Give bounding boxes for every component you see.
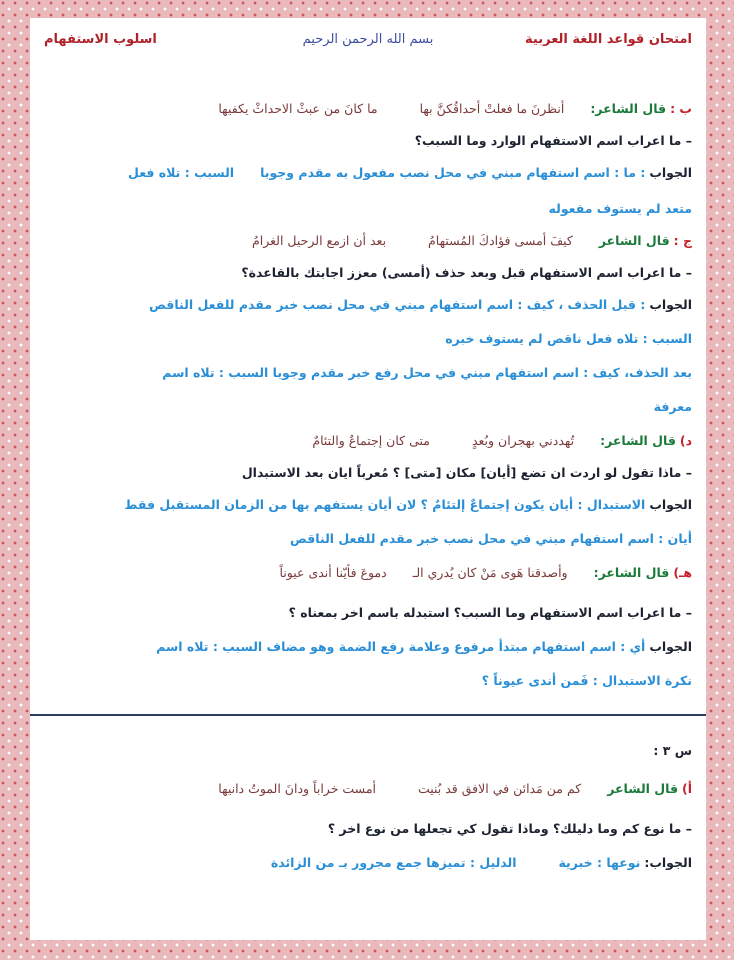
q3-answer-proof: الدليل : تميزها جمع مجرور بـ من الزائدة <box>270 855 517 870</box>
j-verse-second: بعد أن ازمع الرحيل الغرامُ <box>252 233 387 248</box>
q3-question: – ما نوع كم وما دليلك؟ وماذا تقول كي تجعلها من نوع اخر ؟ <box>327 821 692 836</box>
d-answer-text: الاستبدال : أيان يكون إجتماعٌ إلتئامٌ ؟ لان أيان يستفهم بها من الزمان المستقبل فقط <box>124 497 646 512</box>
section-divider <box>30 714 706 716</box>
topic-title: اسلوب الاستفهام <box>44 32 157 47</box>
b-answer-line2: متعد لم يستوف مفعوله <box>548 201 692 216</box>
d-answer-line1 <box>44 496 692 514</box>
h-answer-label: الجواب <box>649 639 692 654</box>
h-marker: هـ) <box>673 565 692 580</box>
h-answer-text: أي : اسم استفهام مبتدأ مرفوع وعلامة رفع الضمة وهو مضاف السبب : تلاه اسم <box>156 639 646 654</box>
q3-title: س ٣ : <box>653 743 692 758</box>
q3-marker: أ) <box>682 781 692 796</box>
q3-verse-second: أمست خراباً ودانَ الموتُ دانيها <box>218 781 376 796</box>
b-question: – ما اعراب اسم الاستفهام الوارد وما السبب؟ <box>414 133 692 148</box>
d-verse-line <box>44 432 692 450</box>
q3-poet-label: قال الشاعر <box>607 781 679 796</box>
q3-verse-line <box>44 780 692 798</box>
h-verse-second: دموعَ فأيّنا أندى عيوناً <box>279 565 387 580</box>
h-answer-line1 <box>44 638 692 656</box>
q3-answer-line <box>44 854 692 872</box>
j-answer-line3: بعد الحذف، كيف : اسم استفهام مبني في محل رفع خبر مقدم وجوبا السبب : تلاه اسم <box>162 365 692 380</box>
j-answer-line2: السبب : تلاه فعل ناقص لم يستوف خبره <box>445 331 692 346</box>
b-answer-cause: السبب : تلاه فعل <box>128 165 235 180</box>
d-question: – ماذا تقول لو اردت ان تضع [أيان] مكان [متى] ؟ مُعرباً ايان بعد الاستبدال <box>241 465 692 480</box>
exam-title: امتحان قواعد اللغة العربية <box>525 32 692 47</box>
b-verse-second: ما كانَ من عبثْ الاحداثْ يكفيها <box>218 101 378 116</box>
j-answer-label: الجواب <box>649 297 692 312</box>
b-marker: ب : <box>670 101 692 116</box>
j-verse-first: كيفَ أمسى فؤادكَ المُستهامُ <box>428 233 573 248</box>
q3-verse-first: كم من مَدائن في الافق قد بُنيت <box>417 781 582 796</box>
exam-sheet <box>30 18 706 940</box>
q3-answer-label: الجواب: <box>644 855 692 870</box>
b-poet-label: قال الشاعر: <box>590 101 667 116</box>
d-poet-label: قال الشاعر: <box>600 433 676 448</box>
h-poet-label: قال الشاعر: <box>593 565 670 580</box>
header <box>44 32 692 58</box>
d-verse-second: متى كان إجتماعٌ والتئامٌ <box>312 433 430 448</box>
d-answer-label: الجواب <box>649 497 692 512</box>
j-answer-text: : قبل الحذف ، كيف : اسم استفهام مبني في محل نصب خبر مقدم للفعل الناقص <box>149 297 646 312</box>
q3-answer-type: نوعها : خبرية <box>558 855 641 870</box>
d-answer-line2: أيان : اسم استفهام مبني في محل نصب خبر مقدم للفعل الناقص <box>290 531 692 546</box>
h-verse-first: وأصدقنا هَوى مَنْ كان يُدري الـ <box>412 565 568 580</box>
h-answer-line2: نكرة الاستبدال : فَمن أندى عيوناً ؟ <box>481 673 692 688</box>
d-marker: د) <box>679 433 692 448</box>
h-question: – ما اعراب اسم الاستفهام وما السبب؟ استبدله باسم اخر بمعناه ؟ <box>288 605 692 620</box>
b-answer-label: الجواب <box>649 165 692 180</box>
j-answer-line1 <box>44 296 692 314</box>
h-verse-line <box>44 564 692 582</box>
b-verse-first: أنظرنَ ما فعلتْ أحداقُكنَّ بها <box>419 101 565 116</box>
d-verse-first: تُهددني بهجران وبُعدٍ <box>471 433 575 448</box>
j-verse-line <box>44 232 692 250</box>
b-verse-line <box>44 100 692 118</box>
j-poet-label: قال الشاعر <box>598 233 670 248</box>
b-answer-line1 <box>44 164 692 182</box>
j-marker: ج : <box>673 233 692 248</box>
basmala: بسم الله الرحمن الرحيم <box>302 32 434 47</box>
j-answer-line4: معرفة <box>653 399 692 414</box>
j-question: – ما اعراب اسم الاستفهام قبل وبعد حذف (أمسى) معزز اجابتك بالقاعدة؟ <box>241 265 692 280</box>
b-answer-text: : ما : اسم استفهام مبني في محل نصب مفعول به مقدم وجوبا <box>260 165 646 180</box>
